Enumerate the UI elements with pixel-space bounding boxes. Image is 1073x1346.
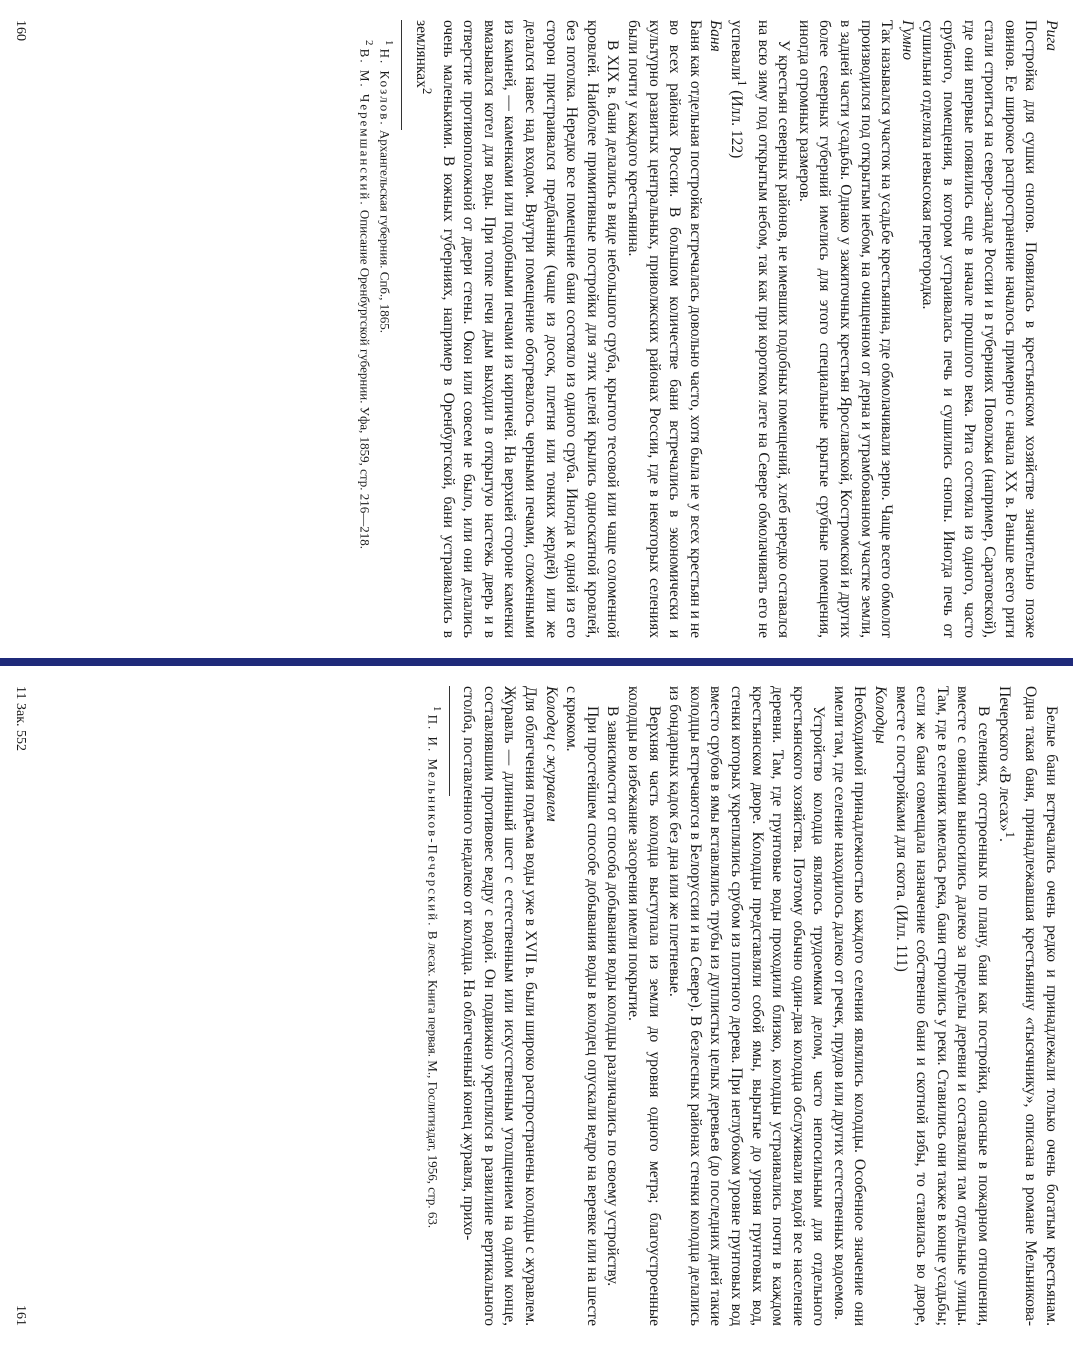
heading-kolodtsy: Колодцы [872, 686, 890, 744]
paragraph-banya-plan [890, 686, 993, 1326]
paragraph-banya-1: Баня как отдельная постройка встречалась довольно часто, хотя была не у всех крестьян и не во всех районах России. В большом количестве бани встречались в экономически и культурно развитых центральных, приволжских районах России, где в некоторых селениях были почти у каждого крестьянина. [624, 20, 704, 638]
paragraph-kolodtsy-4: В зависимости от способа добывания воды колодцы различались по своему устройству. [604, 706, 622, 1287]
paragraph-riga: Постройка для сушки снопов. Появилась в крестьянском хозяйстве значительно позже овинов. Ее широкое распространение началось примерно с начала XX в. Раньше всего риги стали строиться на северо-западе России и в губерниях Поволжья (например, Саратовской), где они впервые появились еще в начале прошлого века. Рига состояла из одного, часто срубного, помещения, в котором устраивалась печь и сушились снопы. Иногда печь от сушильни отделяла невысокая перегородка. [919, 20, 1040, 638]
footnote-2: $^2$ В. М. Черемшанский. Описание Оренбургской губернии. Уфа, 1859, стр. 216—218. [357, 40, 375, 549]
footnote-ref-1b: 1 [1002, 831, 1018, 838]
footnote-ref-1: 1 [735, 79, 751, 87]
page-160 [0, 0, 1073, 658]
paragraph-gumno-2 [725, 20, 793, 638]
page-number-160: 160 [13, 20, 28, 41]
page-161 [0, 666, 1073, 1346]
paragraph-kolodtsy-3: Верхняя часть колодца выступала из земли до уровня одного метра; благоустроенные колодцы во избежание засорения имели покрытие. [624, 686, 663, 1326]
footnote-rule [401, 20, 402, 130]
heading-riga: Рига [1043, 20, 1060, 52]
illustration-ref-111: (Илл. 111) [892, 904, 910, 972]
footnote-1: $^1$ Н. Козлов. Архангельская губерния. Спб., 1865. [377, 40, 396, 334]
paragraph-gumno-1: Так назывался участок на усадьбе крестьянина, где обмолачивали зерно. Чаще всего обмолот производился под открытым небом, на очищенном от дерна и утрамбованном участке земли, в задней части усадьбы. Однако у зажиточных крестьян Ярославской, Костромской и других более северных губерний имелись для этого специальные крытые срубные помещения, иногда огромных размеров. [795, 20, 896, 638]
page-number-161: 161 [13, 1305, 28, 1326]
page-divider [0, 658, 1073, 666]
heading-banya: Баня [707, 20, 725, 52]
footnote-161-text: В лесах. Книга первая. М., Гослитиздат, 1956, стр. 63. [425, 930, 441, 1229]
banya-2-text: В XIX в. бани делались в виде небольшого сруба, крытого тесовой или чаще соломенной кровлей. Наиболее примитивные постройки для этих целей крылись односкатной кровлей, без потолка. Нередко все помещение бани состояло из одного сруба. Иногда к одной из его сторон пристраивался предбанник (чаще из досок, плетня или тонких жердей) или же делался навес над входом. Внутри помещение обогревалось черными печами, сложенными из камней, — каменками или подобными печами из кирпичей. На верхней стороне каменки вмазывался котел для воды. При топке печи дым выходил в открытую настежь дверь и в отверстие противоположной от двери стены. Окон или совсем не было, или они делались очень маленькими. В южных губерниях, например в Оренбургской, бани устраивались в землянках [412, 20, 622, 638]
footnote-1-author: Н. Козлов. [377, 48, 393, 127]
footnote-2-author: В. М. Черемшанский. [357, 48, 373, 207]
illustration-ref-122: (Илл. 122) [727, 90, 745, 159]
footnote-161-author: П. И. Мельников-Печерский. [425, 714, 441, 928]
banya-white-text: Белые бани встречались очень редко и принадлежали только очень богатым крестьянам. Одна такая баня, принадлежавшая крестьянину «тысячнику», описана в романе Мельникова-Печерского «В лесах» [995, 686, 1060, 1326]
paragraph-zhuravl: Для облегчения подъема воды уже в XVII в. были широко распространены колодцы с журавлем. Журавль — длинный шест с естественным или искусственным утолщением на одном конце, составлявшим противовес ведру с водой. Он подвижно укреплялся в развилине вертикального столба, поставленного недалеко от колодца. На облегченный конец журавля, прихо- [460, 686, 539, 1326]
footnote-ref-2: 2 [420, 87, 436, 95]
footnote-161-1: $^1$ П. И. Мельников-Печерский. В лесах. Книга первая. М., Гослитиздат, 1956, стр. 63. [425, 706, 443, 1229]
footnote-rule-161 [449, 686, 450, 796]
page-161-panel [0, 666, 1073, 1346]
gumno-2-text: У крестьян северных районов, не имевших подобных помещений, хлеб нередко оставался на всю зиму под открытым небом, так как при коротком лете на Севере обмолачивать его не успевали [727, 20, 793, 638]
footnote-2-text: Описание Оренбургской губернии. Уфа, 1859, стр. 216—218. [357, 209, 373, 549]
paragraph-banya-2 [410, 20, 622, 638]
heading-gumno: Гумно [898, 20, 916, 60]
banya-plan-text: В селениях, отстроенных по плану, бани как постройки, опасные в пожарном отношении, вместе с овинами выносились далеко за пределы деревни и составляли там отдельные улицы. Там, где в селениях имелась река, бани строились у реки. Ставились они также в конце усадьбы; если же баня совмещала назначение собственно бани и скотной избы, то ставилась во дворе, вместе с постройками для скота. [892, 686, 993, 1326]
heading-zhuravl: Колодец с журавлем [542, 686, 560, 822]
page-160-panel [0, 0, 1073, 658]
footnote-1-text: Архангельская губерния. Спб., 1865. [377, 129, 393, 334]
paragraph-kolodtsy-1: Необходимой принадлежностью каждого селения являлись колодцы. Особенное значение они имели там, где селение находилось далеко от речек, прудов или других естественных водоемов. [830, 686, 869, 1326]
paragraph-kolodtsy-2: Устройство колодца являлось трудоемким делом, часто непосильным для отдельного крестьянского хозяйства. Поэтому обычно один-два колодца обслуживали водой все население деревни. Там, где грунтовые воды проходили близко, колодцы устраивались почти в каждом крестьянском дворе. Колодцы представляли собой ямы, вырытые до уровня грунтовых вод, стенки которых укреплялись срубом из плотного дерева. При неглубоком уровне грунтовых вод вместо срубов в ямы вставлялись трубы из дуплистых целых деревьев (до последних дней такие колодцы встречаются в Белоруссии и на Севере). В безлесных районах стенки колодца делались из бондарных кадок без дна или же плетневые. [666, 686, 828, 1326]
printer-signature: 11 Зак. 552 [13, 686, 28, 752]
paragraph-kolodtsy-5: При простейшем способе добывания воды в колодец опускали ведро на веревке или на шесте с крюком. [563, 686, 601, 1326]
paragraph-banya-white: Белые бани встречались очень редко и принадлежали только очень богатым крестьянам. Одна такая баня, принадлежавшая крестьянину «тысячнику», описана в романе Мельникова-Печерского «В лесах»$^1$. [995, 686, 1060, 1326]
